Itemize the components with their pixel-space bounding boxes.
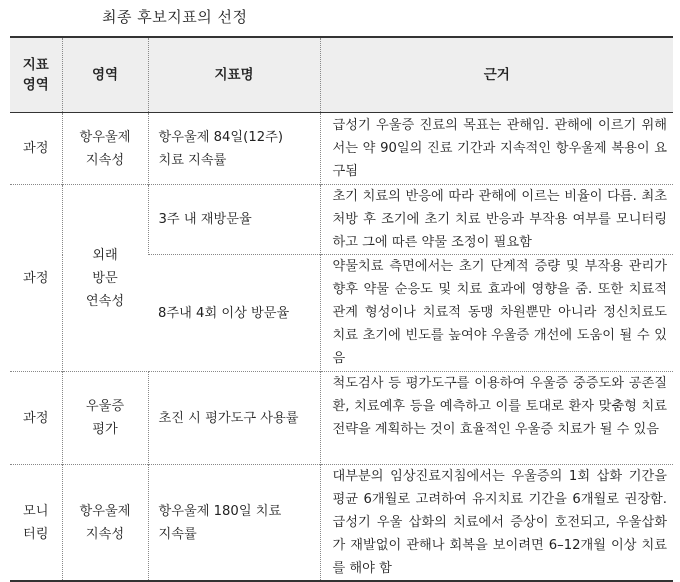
- table-row: [10, 113, 673, 185]
- indicator-table: [10, 36, 673, 582]
- domain-cell: 외래 방문 연속성: [62, 185, 148, 372]
- table-header-row: [10, 37, 673, 113]
- basis-cell: 척도검사 등 평가도구를 이용하여 우울증 중증도와 공존질환, 치료예후 등을 예측하고 이를 토대로 환자 맞춤형 치료전략을 계획하는 것이 효율적인 우울증 치료가 될 수 있음: [320, 372, 673, 465]
- area-cell: 모니 터링: [10, 465, 62, 582]
- table-row: [10, 372, 673, 465]
- indicator-cell: 초진 시 평가도구 사용률: [148, 372, 320, 465]
- domain-cell: 우울증 평가: [62, 372, 148, 465]
- header-domain-label: 영역: [91, 67, 119, 83]
- basis-cell: 급성기 우울증 진료의 목표는 관해임. 관해에 이르기 위해서는 약 90일의 진료 기간과 지속적인 항우울제 복용이 요구됨: [320, 113, 673, 185]
- header-area: [10, 37, 62, 113]
- basis-cell: 대부분의 임상진료지침에서는 우울증의 1회 삽화 기간을 평균 6개월로 고려하여 유지치료 기간을 6개월로 권장함. 급성기 우울 삽화의 치료에서 증상이 호전되고, 우울삽화가 재발없이 관해나 회복을 보이려면 6–12개월 이상 치료를 해야 함: [320, 465, 673, 582]
- basis-cell: 약물치료 측면에서는 초기 단계적 증량 및 부작용 관리가 향후 약물 순응도 및 치료 효과에 영향을 줌. 또한 치료적 관계 형성이나 치료적 동맹 차원뿐만 아니라 정신치료도 치료 초기에 빈도를 높여야 우울증 개선에 도움이 될 수 있음: [320, 255, 673, 372]
- domain-cell: 항우울제 지속성: [62, 113, 148, 185]
- table-title: 최종 후보지표의 선정: [102, 8, 248, 26]
- header-basis-label: 근거: [483, 67, 510, 83]
- table-row: [10, 185, 673, 255]
- basis-cell: 초기 치료의 반응에 따라 관해에 이르는 비율이 다름. 최초 처방 후 조기에 초기 치료 반응과 부작용 여부를 모니터링하고 그에 따른 약물 조정이 필요함: [320, 185, 673, 255]
- header-area-label: 지표 영역: [22, 57, 49, 93]
- area-cell: 과정: [23, 141, 49, 156]
- header-basis: [320, 37, 673, 113]
- indicator-cell: 항우울제 180일 치료 지속률: [148, 465, 320, 582]
- domain-cell: 항우울제 지속성: [62, 465, 148, 582]
- header-domain: [62, 37, 148, 113]
- indicator-cell: 3주 내 재방문율: [148, 185, 320, 255]
- area-cell: 과정: [10, 185, 62, 372]
- header-indicator: [148, 37, 320, 113]
- header-indicator-label: 지표명: [214, 67, 254, 83]
- indicator-cell: 8주내 4회 이상 방문율: [148, 255, 320, 372]
- table-row: [10, 465, 673, 582]
- area-cell: 과정: [10, 372, 62, 465]
- indicator-cell: 항우울제 84일(12주) 치료 지속률: [148, 113, 320, 185]
